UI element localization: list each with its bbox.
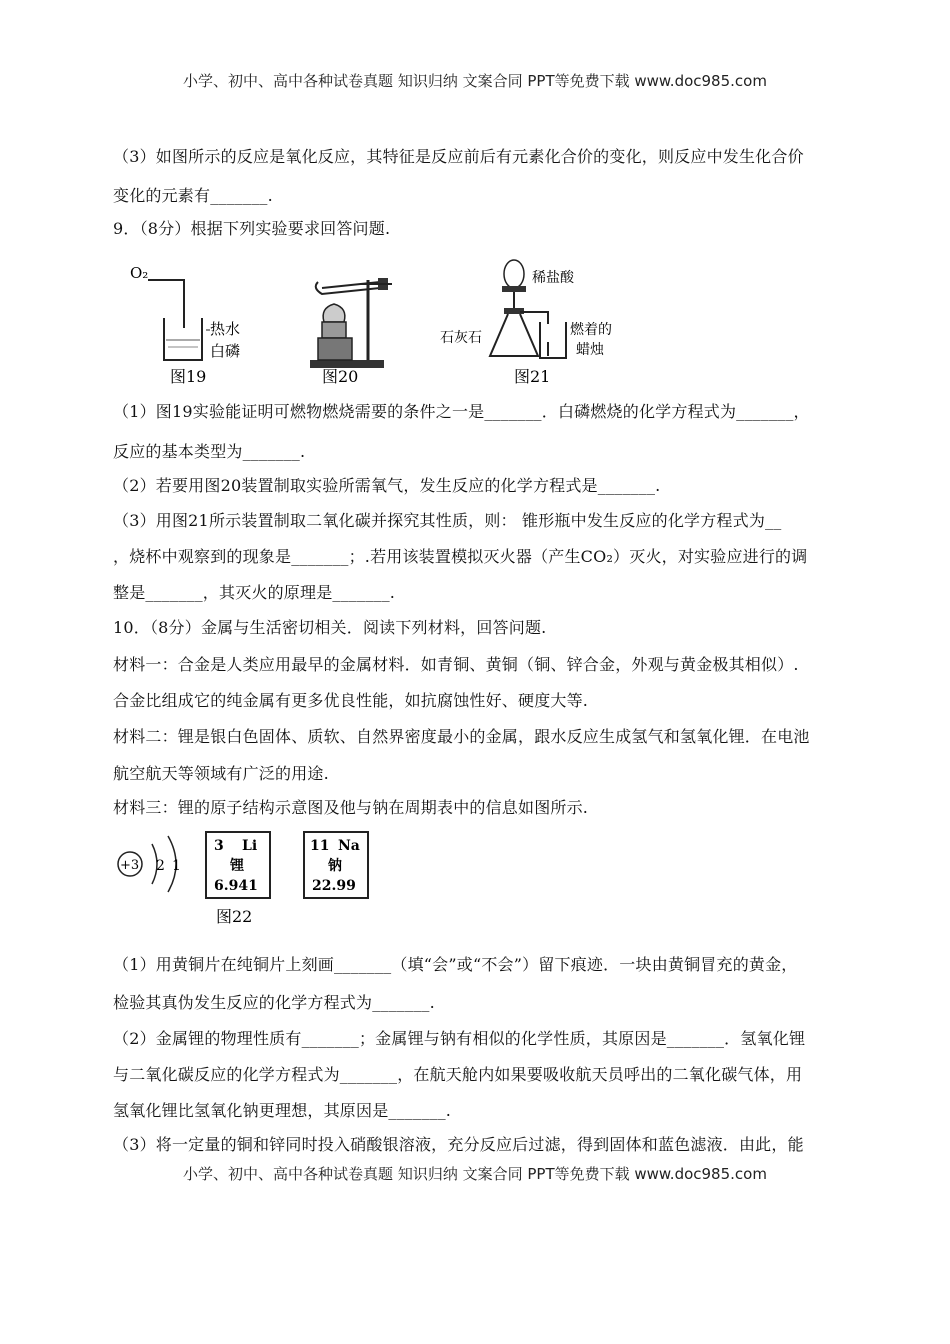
lithium-shell1-electrons: 2 bbox=[156, 858, 165, 874]
q10-2-line3: 氢氧化锂比氢氧化钠更理想，其原因是_______. bbox=[113, 1101, 452, 1120]
figure-22 bbox=[112, 828, 392, 928]
fig19-gas-label: O₂ bbox=[130, 264, 149, 282]
fig19-white-phosphorus-label: 白磷 bbox=[210, 342, 241, 360]
fig19-caption: 图19 bbox=[170, 367, 207, 386]
na-symbol: Na bbox=[338, 838, 360, 854]
fig21-candle-label-2: 蜡烛 bbox=[576, 342, 604, 358]
material-3-line: 材料三：锂的原子结构示意图及他与钠在周期表中的信息如图所示. bbox=[113, 798, 589, 817]
q9-1-line1: （1）图19实验能证明可燃物燃烧需要的条件之一是_______．白磷燃烧的化学方程式为_______， bbox=[113, 402, 810, 421]
page-footer: 小学、初中、高中各种试卷真题 知识归纳 文案合同 PPT等免费下载 www.doc985.com bbox=[183, 1165, 767, 1183]
q10-2-line1: （2）金属锂的物理性质有_______；金属锂与钠有相似的化学性质，其原因是_______．氢氧化锂 bbox=[113, 1029, 806, 1048]
na-atomic-number: 11 bbox=[310, 838, 330, 854]
page-header: 小学、初中、高中各种试卷真题 知识归纳 文案合同 PPT等免费下载 www.doc985.com bbox=[183, 72, 767, 90]
q10-title: 10．（8分）金属与生活密切相关．阅读下列材料，回答问题. bbox=[113, 618, 547, 637]
li-name: 锂 bbox=[230, 858, 244, 874]
fig20-caption: 图20 bbox=[322, 367, 359, 386]
lithium-nucleus-label: +3 bbox=[120, 858, 140, 873]
q8-3-line1: （3）如图所示的反应是氧化反应，其特征是反应前后有元素化合价的变化，则反应中发生化合价 bbox=[113, 147, 804, 166]
fig21-caption: 图21 bbox=[514, 367, 551, 386]
fig22-caption: 图22 bbox=[216, 907, 253, 926]
q10-3-line1: （3）将一定量的铜和锌同时投入硝酸银溶液，充分反应后过滤，得到固体和蓝色滤液．由此，能 bbox=[113, 1135, 804, 1154]
q9-3-line2: ，烧杯中观察到的现象是_______；.若用该装置模拟灭火器（产生CO₂）灭火，对实验应进行的调 bbox=[113, 547, 808, 566]
na-atomic-mass: 22.99 bbox=[312, 878, 356, 894]
material-1-line1: 材料一：合金是人类应用最早的金属材料．如青铜、黄铜（铜、锌合金，外观与黄金极其相似）. bbox=[113, 655, 799, 674]
li-symbol: Li bbox=[242, 838, 258, 854]
material-2-line2: 航空航天等领域有广泛的用途. bbox=[113, 764, 329, 783]
q10-2-line2: 与二氧化碳反应的化学方程式为_______，在航天舱内如果要吸收航天员呼出的二氧化碳气体，用 bbox=[113, 1065, 803, 1084]
fig21-acid-label: 稀盐酸 bbox=[532, 270, 574, 286]
material-1-line2: 合金比组成它的纯金属有更多优良性能，如抗腐蚀性好、硬度大等. bbox=[113, 691, 589, 710]
figure-19 bbox=[118, 252, 258, 387]
q9-title: 9．（8分）根据下列实验要求回答问题. bbox=[113, 219, 391, 238]
q9-2-line: （2）若要用图20装置制取实验所需氧气，发生反应的化学方程式是_______. bbox=[113, 476, 661, 495]
lithium-shell2-electrons: 1 bbox=[172, 858, 181, 874]
li-atomic-mass: 6.941 bbox=[214, 878, 258, 894]
q9-1-line2: 反应的基本类型为_______. bbox=[113, 442, 306, 461]
li-atomic-number: 3 bbox=[214, 838, 224, 854]
fig19-hot-water-label: 热水 bbox=[210, 320, 241, 338]
material-2-line1: 材料二：锂是银白色固体、质软、自然界密度最小的金属，跟水反应生成氢气和氢氧化锂．在电池 bbox=[113, 727, 810, 746]
q8-3-line2: 变化的元素有_______. bbox=[113, 186, 273, 205]
figure-20 bbox=[300, 252, 410, 387]
q10-1-line2: 检验其真伪发生反应的化学方程式为_______. bbox=[113, 993, 435, 1012]
q9-3-line1: （3）用图21所示装置制取二氧化碳并探究其性质，则： 锥形瓶中发生反应的化学方程式为__ bbox=[113, 511, 782, 530]
q10-1-line1: （1）用黄铜片在纯铜片上刻画_______（填“会”或“不会”）留下痕迹．一块由黄铜冒充的黄金， bbox=[113, 955, 798, 974]
q9-3-line3: 整是_______，其灭火的原理是_______. bbox=[113, 583, 396, 602]
fig21-candle-label-1: 燃着的 bbox=[570, 322, 612, 338]
fig21-limestone-label: 石灰石 bbox=[440, 330, 482, 346]
na-name: 钠 bbox=[328, 858, 342, 874]
figure-21 bbox=[440, 252, 650, 387]
